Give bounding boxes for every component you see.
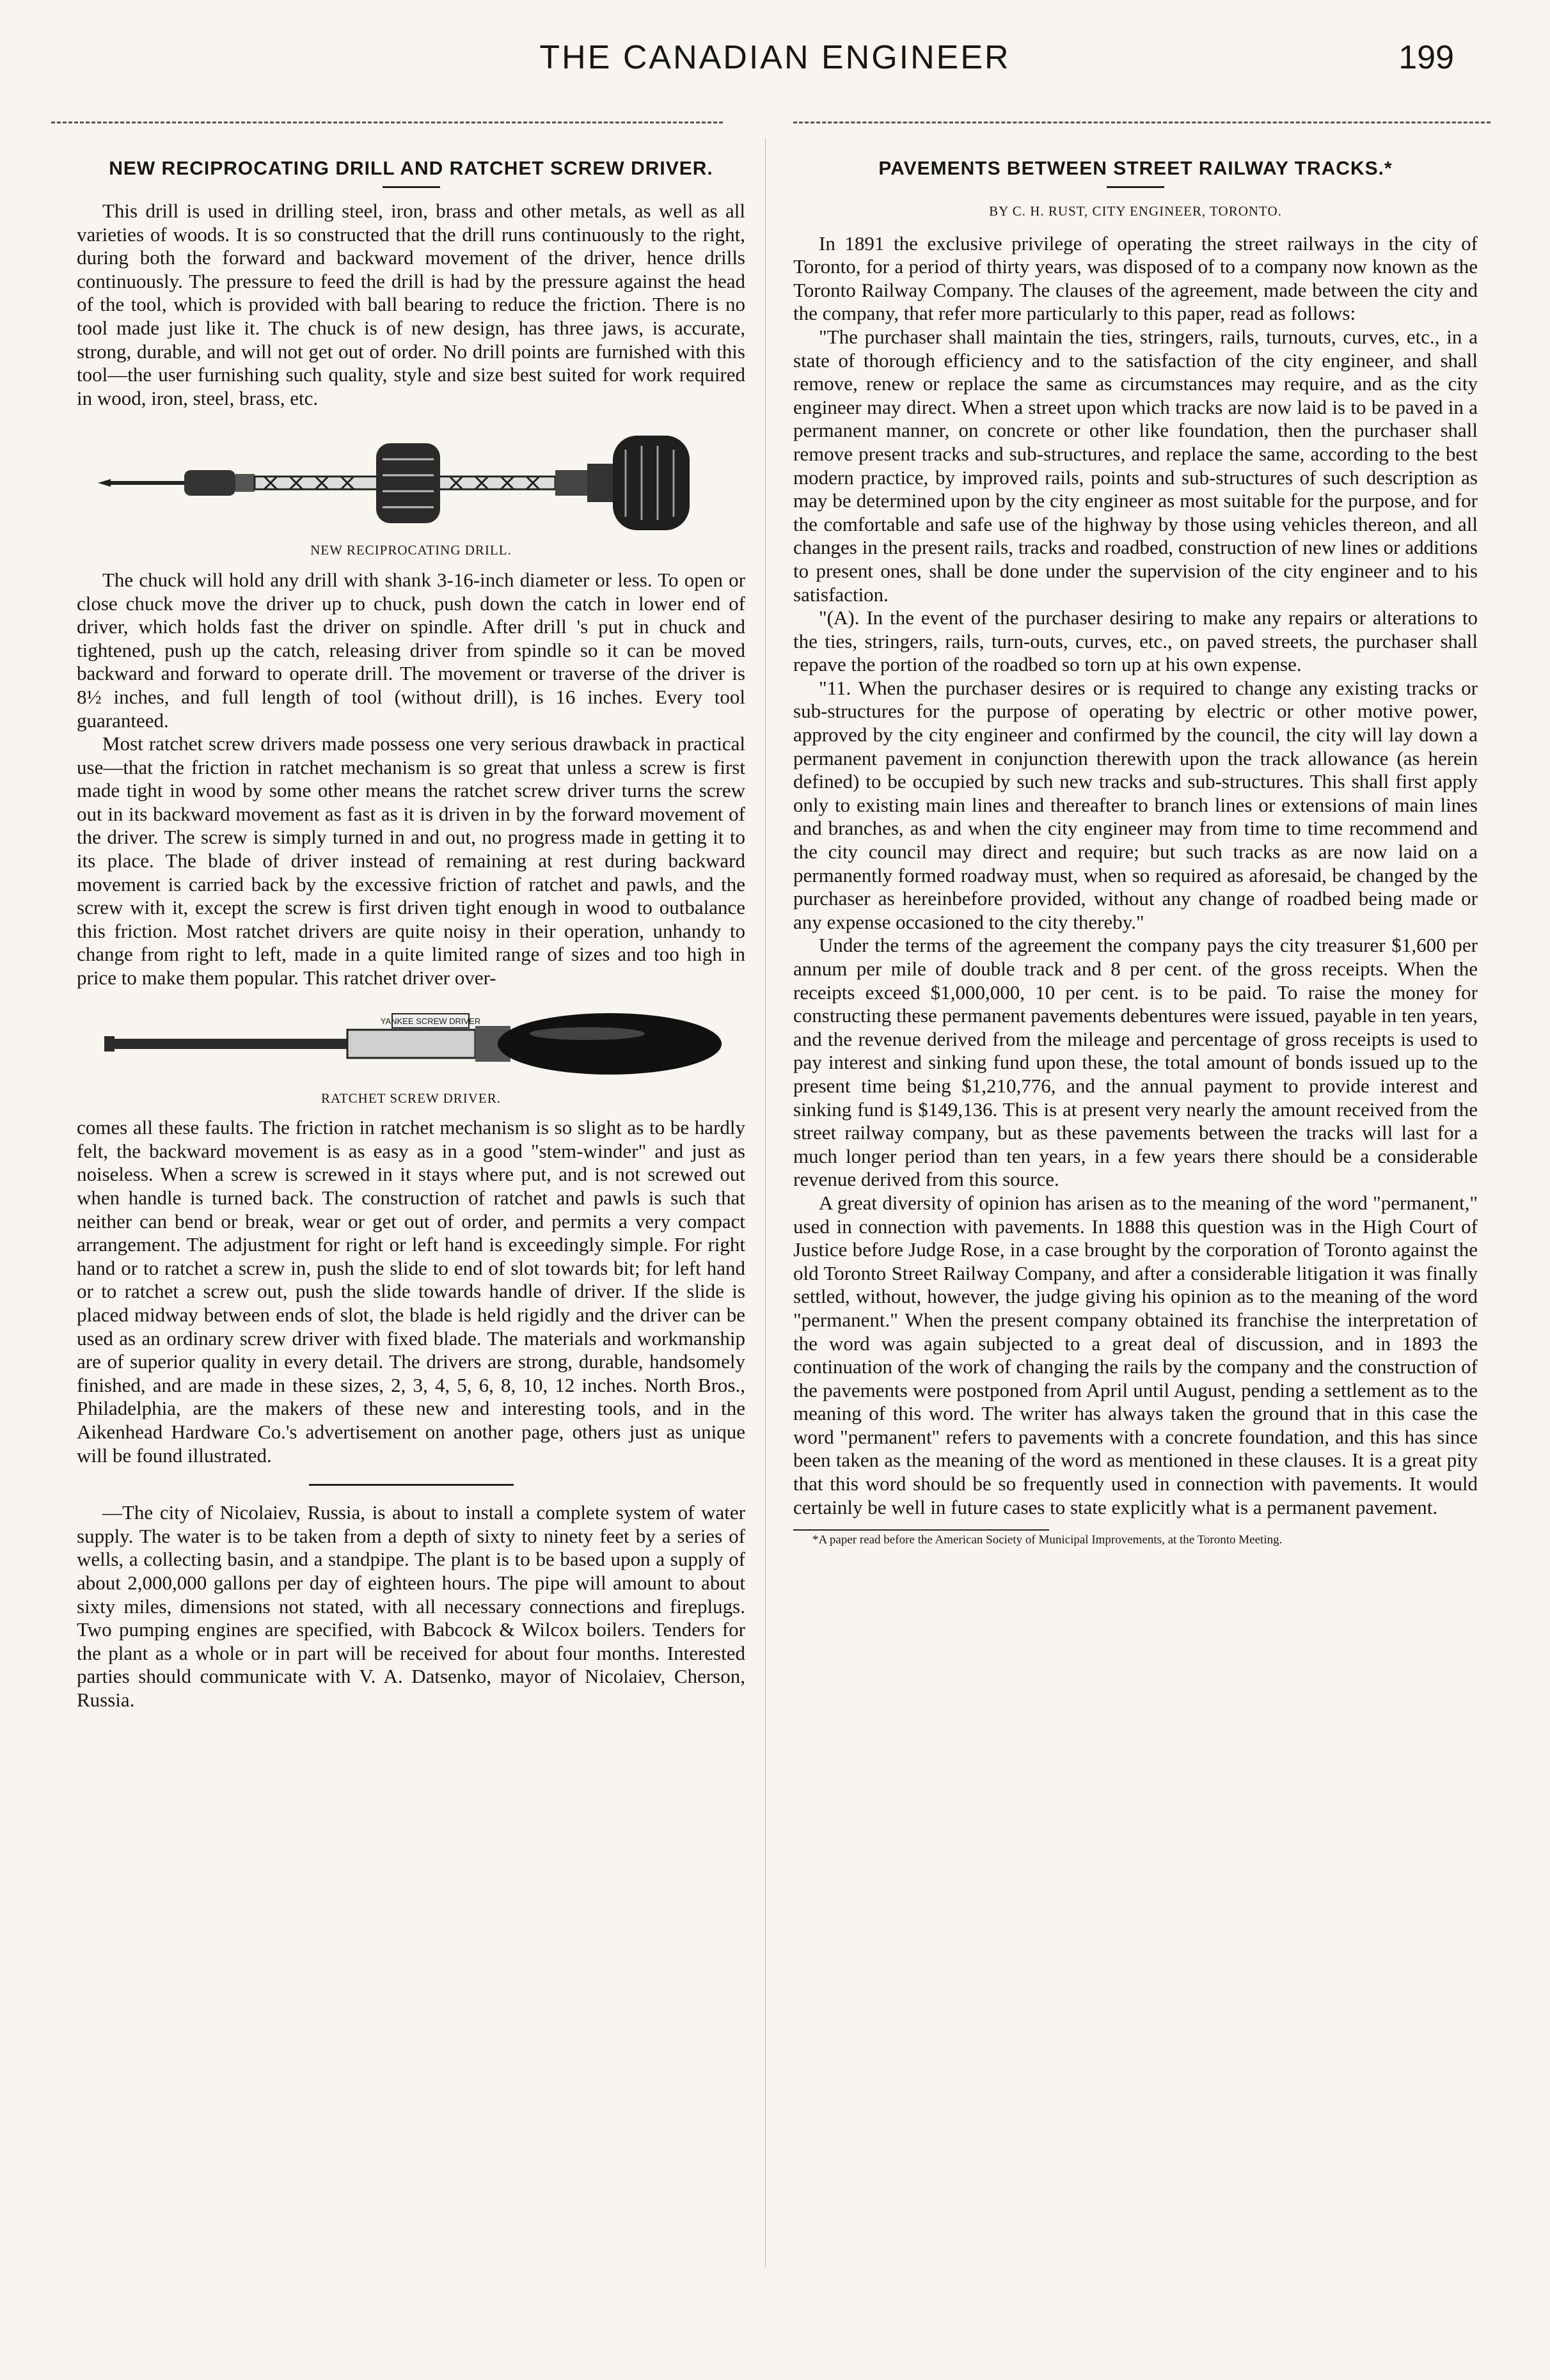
left-article-paragraph: Most ratchet screw drivers made possess one very serious drawback in practical use—that the friction in ratchet mechanism is so great that unless a screw is first made tight in wood by some other means the ratchet screw driver turns the screw out in its backward movement as fast as it is driven in by the forward movement of the driver. The screw is simply turned in and out, no progress made in getting it to its place. The blade of driver instead of remaining at rest during backward movement is carried back by the excessive friction of ratchet and pawls, and the screw with it, except the screw is first driven tight enough in wood to outbalance this friction. Most ratchet drivers are quite noisy in their operation, unhandy to change from right to left, made in a quite limited range of sizes and too high in price to make them popular. This ratchet driver over- (77, 732, 745, 989)
headline-rule (383, 186, 440, 188)
reciprocating-drill-illustration (91, 424, 731, 536)
right-article-paragraph: Under the terms of the agreement the company pays the city treasurer $1,600 per annum per mile of double track and 8 per cent. of the gross receipts. When the receipts exceed $1,000,000, 10 per cent. is to be paid. To raise the money for constructing these permanent pavements debentures were issued, payable in ten years, and the revenue derived from the mileage and percentage of gross receipts is used to pay interest and sinking fund upon these, the total amount of bonds issued up to the present time being $1,210,776, and the annual payment to provide interest and sinking fund is $149,136. This is at present very nearly the amount received from the street railway company, but as these pavements between the tracks will last for a much longer period than ten years, in a few years there should be a considerable revenue derived from this source. (793, 934, 1478, 1191)
left-article-paragraph: comes all these faults. The friction in ratchet mechanism is so slight as to be hardly felt, the backward movement is as easy as in a good "stem-winder" and just as noiseless. When a screw is screwed in it stays where put, and is not screwed out when handle is turned back. The construction of ratchet and pawls is such that neither can bend or break, wear or get out of order, and permits a very compact arrangement. The adjustment for right or left hand is exceedingly simple. For right hand or to ratchet a screw in, push the slide to end of slot towards bit; for left hand or to ratchet a screw out, push the slide towards handle of driver. If the slide is placed midway between ends of slot, the blade is held rigidly and the driver can be used as an ordinary screw driver with fixed blade. The materials and workmanship are of superior quality in every detail. The drivers are strong, durable, handsomely finished, and are made in these sizes, 2, 3, 4, 5, 6, 8, 10, 12 inches. North Bros., Philadelphia, are the makers of these new and interesting tools, and in the Aikenhead Hardware Co.'s advertisement on another page, others just as unique will be found illustrated. (77, 1116, 745, 1467)
right-article-paragraph: "(A). In the event of the purchaser desiring to make any repairs or alterations to the ties, stringers, rails, turn-outs, curves, etc., on paved streets, the purchaser shall repave the portion of the roadbed so torn up at his own expense. (793, 606, 1478, 676)
ratchet-screw-driver-illustration (91, 1004, 731, 1084)
journal-title: THE CANADIAN ENGINEER (539, 39, 1011, 76)
figure-caption: RATCHET SCREW DRIVER. (321, 1090, 501, 1106)
header-rule-left (51, 122, 723, 123)
news-paragraph: —The city of Nicolaiev, Russia, is about to install a complete system of water supply. The water is to be taken from a depth of sixty to ninety feet by a series of wells, a collecting basin, and a standpipe. The plant is to be based upon a supply of about 2,000,000 gallons per day of eighteen hours. The pipe will amount to about sixty miles, dimensions not stated, with all necessary connections and fireplugs. Two pumping engines are specified, with Babcock & Wilcox boilers. Tenders for the plant as a whole or in part will be received for about four months. Interested parties should communicate with V. A. Datsenko, mayor of Nicolaiev, Cherson, Russia. (77, 1501, 745, 1711)
footnote-rule (793, 1529, 1049, 1531)
byline: BY C. H. RUST, CITY ENGINEER, TORONTO. (989, 203, 1282, 219)
right-column (793, 157, 1478, 1547)
section-rule (309, 1484, 514, 1486)
footnote: *A paper read before the American Society of Municipal Improvements, at the Toronto Meeting. (812, 1533, 1283, 1547)
screwdriver-stamp: YANKEE SCREW DRIVER (380, 1016, 480, 1026)
right-article-paragraph: In 1891 the exclusive privilege of operating the street railways in the city of Toronto, for a period of thirty years, was disposed of to a company now known as the Toronto Railway Company. The clauses of the agreement, made between the city and the company, that refer more particularly to this paper, read as follows: (793, 232, 1478, 325)
right-article-paragraph: A great diversity of opinion has arisen as to the meaning of the word "permanent," used in connection with pavements. In 1888 this question was in the High Court of Justice before Judge Rose, in a case brought by the corporation of Toronto against the old Toronto Street Railway Company, and after a considerable litigation it was finally settled, without, however, the judge giving his opinion as to the meaning of the word "permanent." When the present company obtained its franchise the interpretation of the word was again subjected to a great deal of discussion, and in 1893 the continuation of the work of changing the rails by the company and the construction of the pavements were postponed from April until August, pending a settlement as to the meaning of this word. The writer has always taken the ground that in this case the word "permanent" refers to pavements with a concrete foundation, and this has since been taken as the meaning of the word as mentioned in these clauses. It is a great pity that this word should be so frequently used in connection with pavements. It would certainly be well in future cases to state explicitly what is a permanent pavement. (793, 1191, 1478, 1518)
page-number: 199 (1398, 39, 1454, 76)
figure-reciprocating-drill (77, 424, 745, 562)
right-article-paragraph: "11. When the purchaser desires or is required to change any existing tracks or sub-structures for the purpose of operating by electric or other motive power, approved by the city engineer and confirmed by the council, the city will lay down a permanent pavement in conjunction therewith upon the track allowance (as herein defined) to be occupied by such new tracks and sub-structures. This shall first apply only to existing main lines and thereafter to branch lines or extensions of main lines and branches, as and when the city engineer may from time to time recommend and the city council may direct and require; but such tracks as are now laid on a permanently formed roadway must, when so required as aforesaid, be changed by the purchaser as hereinbefore provided, without any change of roadbed being made or any expense occasioned to the city thereby." (793, 676, 1478, 933)
right-article-paragraph: "The purchaser shall maintain the ties, stringers, rails, turnouts, curves, etc., in a state of thorough efficiency and to the satisfaction of the city engineer, and shall remove, renew or replace the same as circumstances may require, and as the city engineer may direct. When a street upon which tracks are now laid is to be paved in a permanent manner, on concrete or other like foundation, then the purchaser shall remove present tracks and sub-structures, and replace the same, according to the best modern practice, by improved rails, points and sub-structures of such description as may be determined upon by the city engineer as most suitable for the purpose, and for the comfortable and safe use of the highway by those using vehicles thereon, and all changes in the present rails, tracks and roadbed, construction of new lines or additions to present ones, shall be done under the supervision of the city engineer and to his satisfaction. (793, 325, 1478, 606)
left-article-paragraph: This drill is used in drilling steel, iron, brass and other metals, as well as all varieties of woods. It is so constructed that the drill runs continuously to the right, during both the forward and backward movement of the driver, hence drills continuously. The pressure to feed the drill is had by the pressure against the head of the tool, which is provided with ball bearing to reduce the friction. There is no tool made just like it. The chuck is of new design, has three jaws, is accurate, strong, durable, and will not get out of order. No drill points are furnished with this tool—the user furnishing such quality, style and size best suited for work required in wood, iron, steel, brass, etc. (77, 200, 745, 409)
left-column (77, 157, 745, 1712)
running-head (0, 32, 1550, 96)
left-article-headline: NEW RECIPROCATING DRILL AND RATCHET SCREW DRIVER. (109, 158, 713, 179)
figure-caption: NEW RECIPROCATING DRILL. (310, 542, 512, 558)
column-divider (765, 138, 766, 2267)
figure-ratchet-screw-driver (77, 1004, 745, 1110)
right-article-headline: PAVEMENTS BETWEEN STREET RAILWAY TRACKS.* (878, 158, 1393, 179)
left-article-paragraph: The chuck will hold any drill with shank 3-16-inch diameter or less. To open or close chuck move the driver up to chuck, push down the catch in lower end of driver, which holds fast the driver on spindle. After drill 's put in chuck and tightened, push up the catch, releasing driver from spindle so it can be moved backward and forward to operate drill. The movement or traverse of the driver is 8½ inches, and full length of tool (without drill), is 16 inches. Every tool guaranteed. (77, 568, 745, 732)
header-rule-right (793, 122, 1491, 123)
headline-rule (1107, 186, 1164, 188)
